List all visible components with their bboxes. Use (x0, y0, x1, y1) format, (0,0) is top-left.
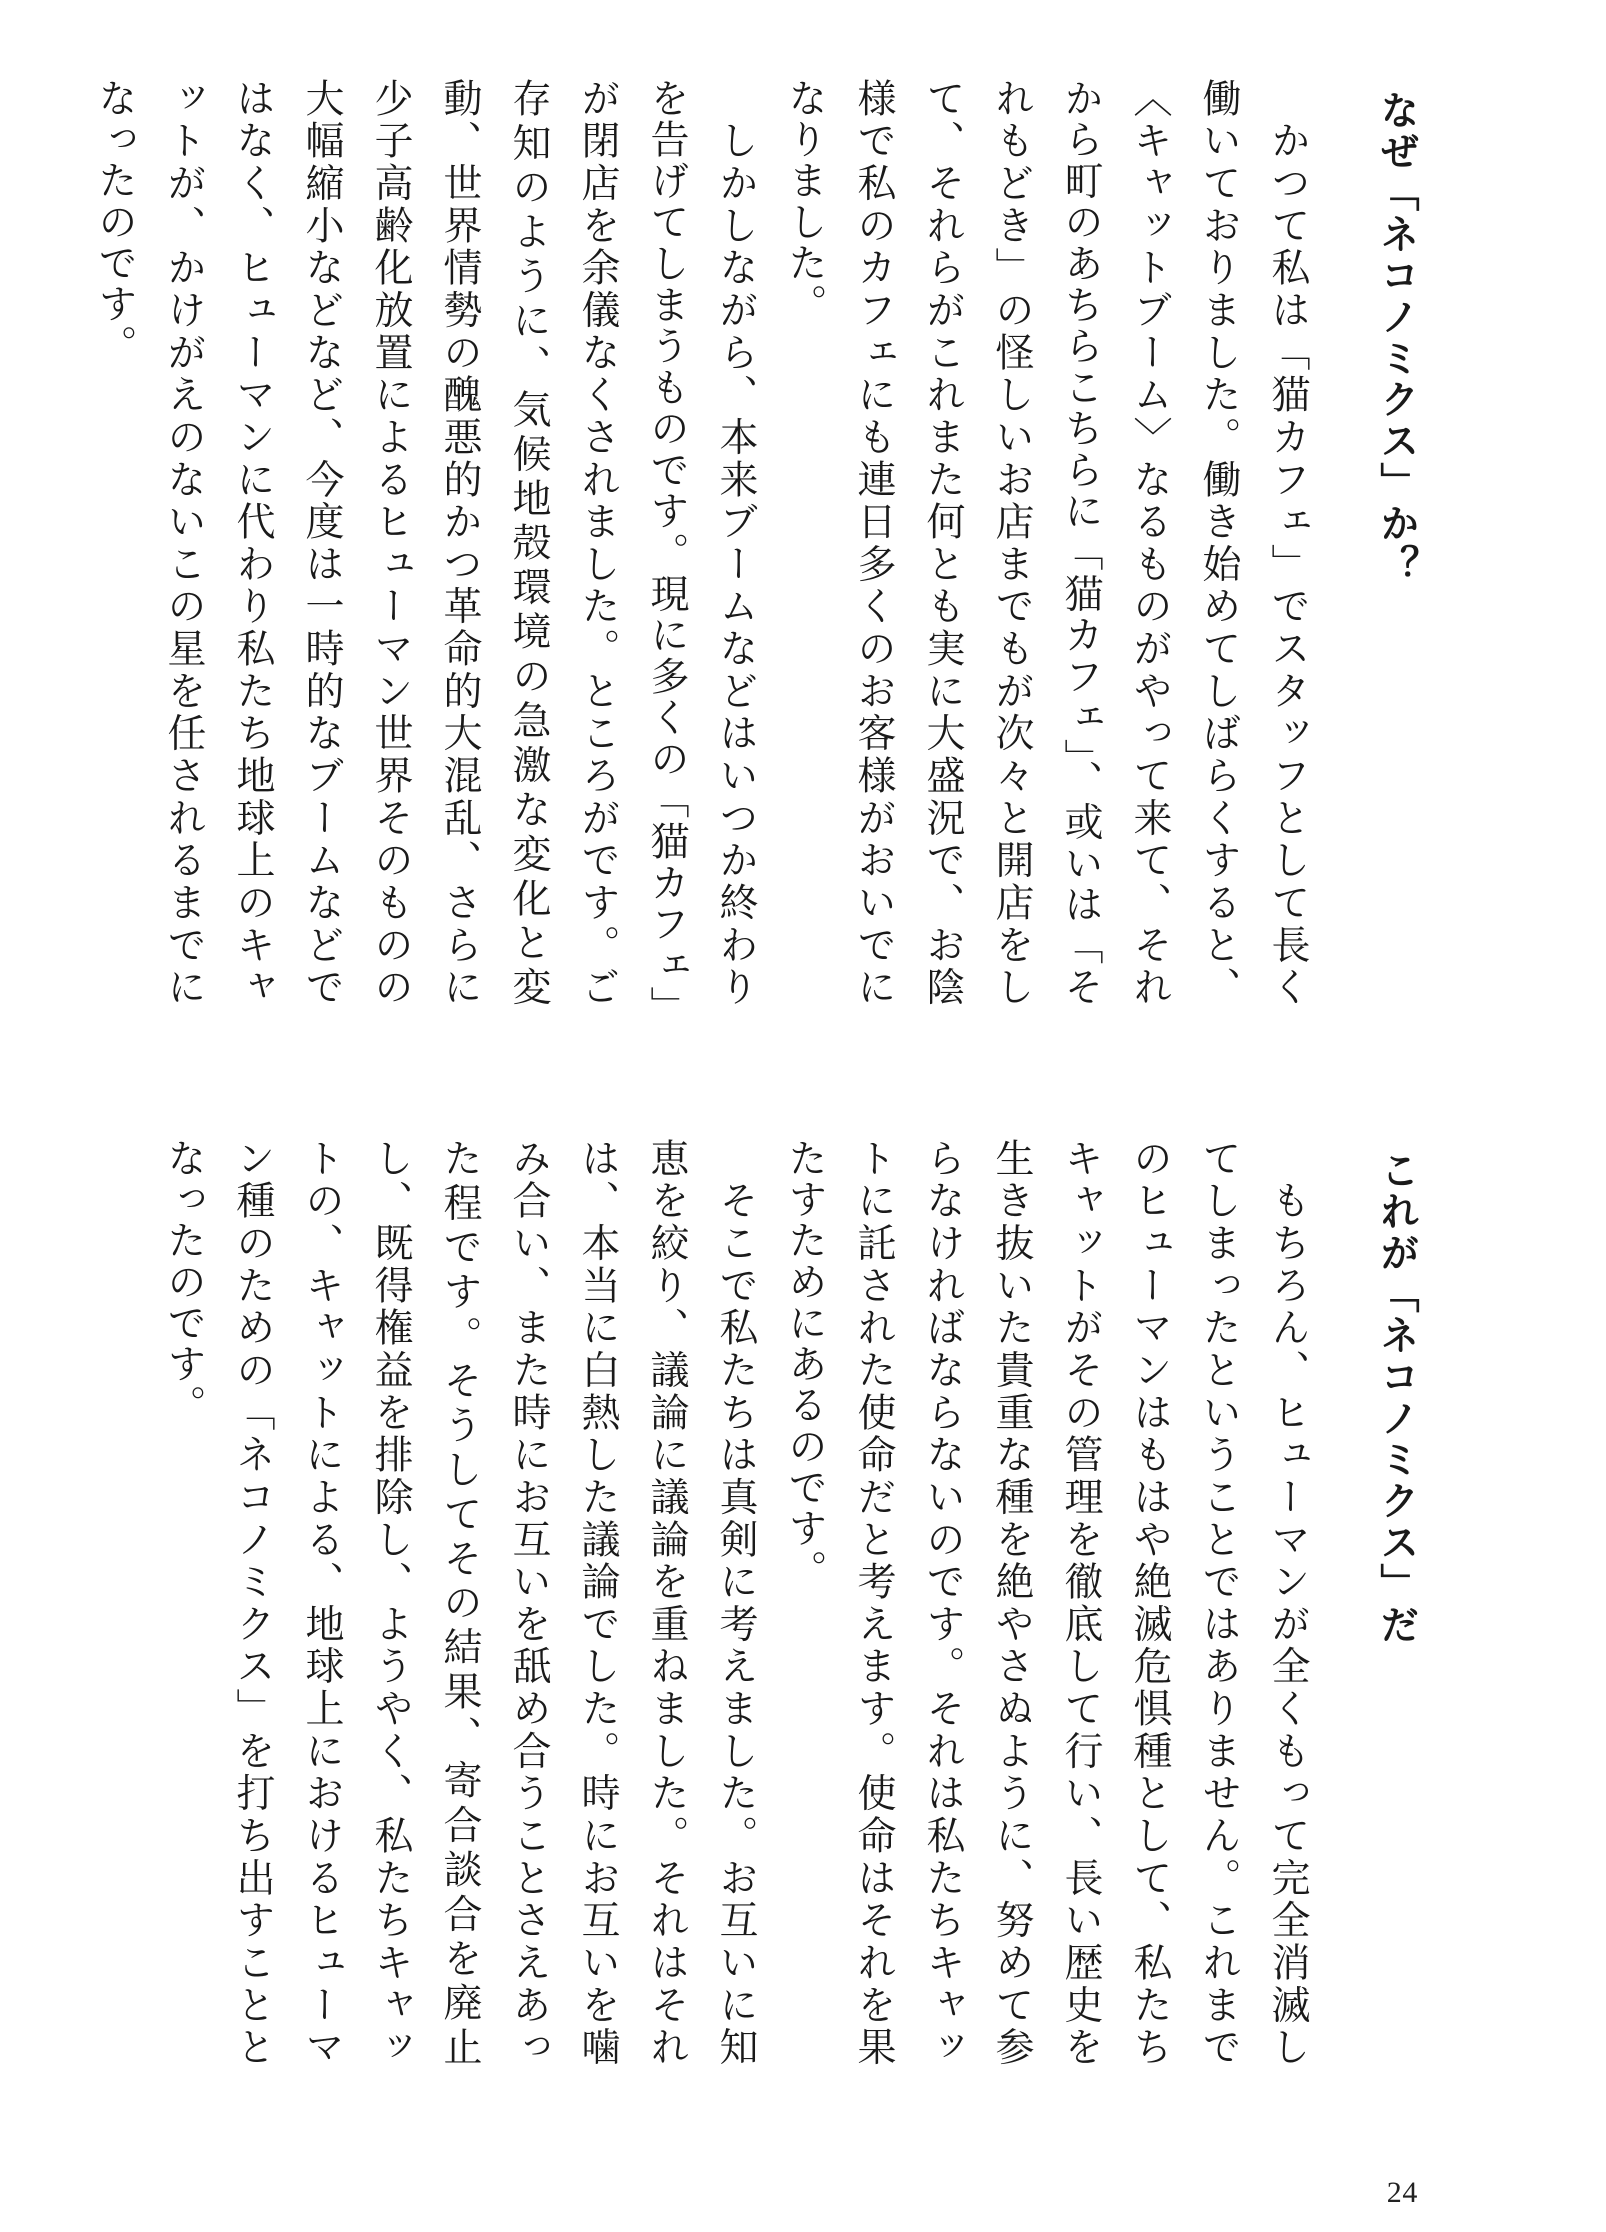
body-paragraph: しかしながら、本来ブームなどはいつか終わりを告げてしまうものです。現に多くの「猫カフェ」が閉店を余儀なくされました。ところがです。ご存知のように、気候地殻環境の急激な変化と変動、世界情勢の醜悪的かつ革命的大混乱、さらに少子高齢化放置によるヒューマン世界そのものの大幅縮小などなど、今度は一時的なブームなどではなく、ヒューマンに代わり私たち地球上のキャットが、かけがえのないこの星を任されるまでになったのです。 (92, 78, 758, 1008)
section-heading: これが「ネコノミクス」だ (1374, 1150, 1419, 1647)
body-paragraph: そこで私たちは真剣に考えました。お互いに知恵を絞り、議論に議論を重ねました。それはそれは、本当に白熱した議論でした。時にお互いを噛み合い、また時にお互いを舐め合うことさえあった程です。そうしてその結果、寄合談合を廃止し、既得権益を排除し、ようやく、私たちキャットの、キャットによる、地球上におけるヒューマン種のための「ネコノミクス」を打ち出すこととなったのです。 (161, 1138, 758, 2068)
body-paragraph: もちろん、ヒューマンが全くもって完全消滅してしまったということではありません。これまでのヒューマンはもはや絶滅危惧種として、私たちキャットがその管理を徹底して行い、長い歴史を生き抜いた貴重な種を絶やさぬように、努めて参らなければならないのです。それは私たちキャットに託された使命だと考えます。使命はそれを果たすためにあるのです。 (782, 1138, 1310, 2068)
section-why-nekonomics (80, 78, 1419, 1008)
section-heading: なぜ「ネコノミクス」か？ (1374, 90, 1419, 587)
section-this-is-nekonomics (149, 1138, 1419, 2068)
body-paragraph: かつて私は「猫カフェ」でスタッフとして長く働いておりました。働き始めてしばらくすると、〈キャットブーム〉なるものがやって来て、それから町のあちらこちらに「猫カフェ」、或いは「それもどき」の怪しいお店までもが次々と開店をして、それらがこれまた何とも実に大盛況で、お陰様で私のカフェにも連日多くのお客様がおいでになりました。 (782, 78, 1310, 1008)
page-number: 24 (1386, 2176, 1418, 2209)
